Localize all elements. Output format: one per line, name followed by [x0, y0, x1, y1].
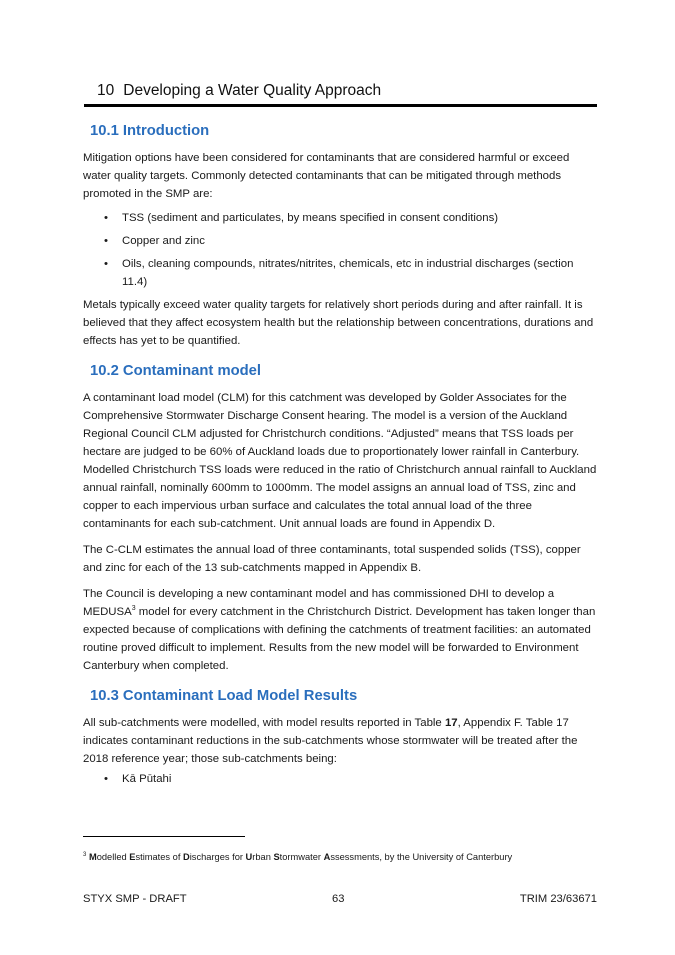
footnote-initial: U [245, 852, 253, 862]
medusa-text-after: model for every catchment in the Christchurch District. Development has taken longer than expected because of complications with defining the catchments of treatment facilities: an automated routine proved difficult to implement. Results from the new model will be forwarded to Environment Canterbury when completed. [83, 606, 596, 672]
medusa-text-before: The Council is developing a new contaminant model and has commissioned DHI to develop a MEDUSA [83, 588, 555, 618]
list-item-text: Oils, cleaning compounds, nitrates/nitrites, chemicals, etc in industrial discharges (section 11.4) [122, 258, 574, 288]
footnote-initial: S [273, 852, 280, 862]
page-body [83, 122, 597, 793]
results-text-after: , Appendix F. Table 17 indicates contaminant reductions in the sub-catchments whose stormwater will be treated after the 2018 reference year; those sub-catchments being: [83, 717, 578, 765]
metals-paragraph: Metals typically exceed water quality targets for relatively short periods during and after rainfall. It is believed that they affect ecosystem health but the relationship between concentrations, durations and effects has yet to be quantified. [83, 299, 594, 347]
footnote-initial: A [323, 852, 331, 862]
list-item [83, 770, 597, 788]
footnote-text: ssessments, by the University of Canterbury [330, 852, 513, 862]
footnote-text: tormwater [279, 852, 324, 862]
footnote-number: 3 [83, 851, 87, 858]
footnote-text: rban [252, 852, 274, 862]
results-paragraph [83, 714, 597, 768]
footnote [83, 852, 603, 862]
chapter-number: 10 [97, 82, 115, 99]
list-item [83, 232, 597, 250]
cclm-paragraph: The C-CLM estimates the annual load of three contaminants, total suspended solids (TSS), copper and zinc for each of the 13 sub-catchments mapped in Appendix B. [83, 544, 581, 574]
sub-catchment-list [83, 770, 597, 788]
results-text-before: All sub-catchments were modelled, with model results reported in Table [83, 717, 445, 729]
footer-document-title: STYX SMP - DRAFT [83, 893, 187, 905]
list-item-text: TSS (sediment and particulates, by means specified in consent conditions) [122, 212, 499, 224]
chapter-heading [97, 82, 597, 100]
footnote-initial: M [88, 852, 97, 862]
footnote-text: stimates of [135, 852, 184, 862]
footnote-initial: E [129, 852, 136, 862]
clm-paragraph: A contaminant load model (CLM) for this catchment was developed by Golder Associates for the Comprehensive Stormwater Discharge Consent hearing. The model is a version of the Auckland Regional Council CLM adjusted for Christchurch conditions. “Adjusted” means that TSS loads per hectare are judged to be 60% of Auckland loads due to proportionately lower rainfall in Canterbury. Modelled Christchurch TSS loads were reduced in the ratio of Christchurch annual rainfall to Auckland annual rainfall, nominally 600mm to 1000mm. The model assigns an annual load of TSS, zinc and copper to each impervious urban surface and calculates the total annual load of the three contaminants for each sub-catchment. Unit annual loads are found in Appendix D. [83, 392, 597, 530]
bullet-icon: • [104, 212, 108, 224]
footnote-text: odelled [96, 852, 130, 862]
medusa-paragraph [83, 585, 597, 675]
footnote-reference[interactable]: 3 [131, 605, 136, 613]
section-heading-load-results: 10.3 Contaminant Load Model Results [90, 688, 358, 704]
section-heading-introduction: 10.1 Introduction [90, 123, 210, 139]
bullet-icon: • [104, 773, 108, 785]
footnote-text: ischarges for [189, 852, 246, 862]
footnote-divider [83, 836, 245, 837]
section-heading-contaminant-model: 10.2 Contaminant model [90, 363, 262, 379]
list-item [83, 209, 597, 227]
list-item-text: Copper and zinc [122, 235, 205, 247]
chapter-title: Developing a Water Quality Approach [123, 82, 382, 99]
chapter-divider [84, 104, 597, 107]
contaminant-list [83, 209, 597, 291]
list-item-text: Kā Pūtahi [122, 773, 172, 785]
footer-trim-reference: TRIM 23/63671 [519, 893, 597, 905]
intro-paragraph: Mitigation options have been considered for contaminants that are considered harmful or exceed water quality targets. Commonly detected contaminants that can be mitigated through methods promoted in the SMP are: [83, 152, 570, 200]
bullet-icon: • [104, 235, 108, 247]
page-number: 63 [332, 893, 345, 905]
list-item [83, 255, 597, 291]
table-reference[interactable]: 17 [444, 717, 458, 729]
footnote-initial: D [183, 852, 190, 862]
bullet-icon: • [104, 258, 108, 270]
